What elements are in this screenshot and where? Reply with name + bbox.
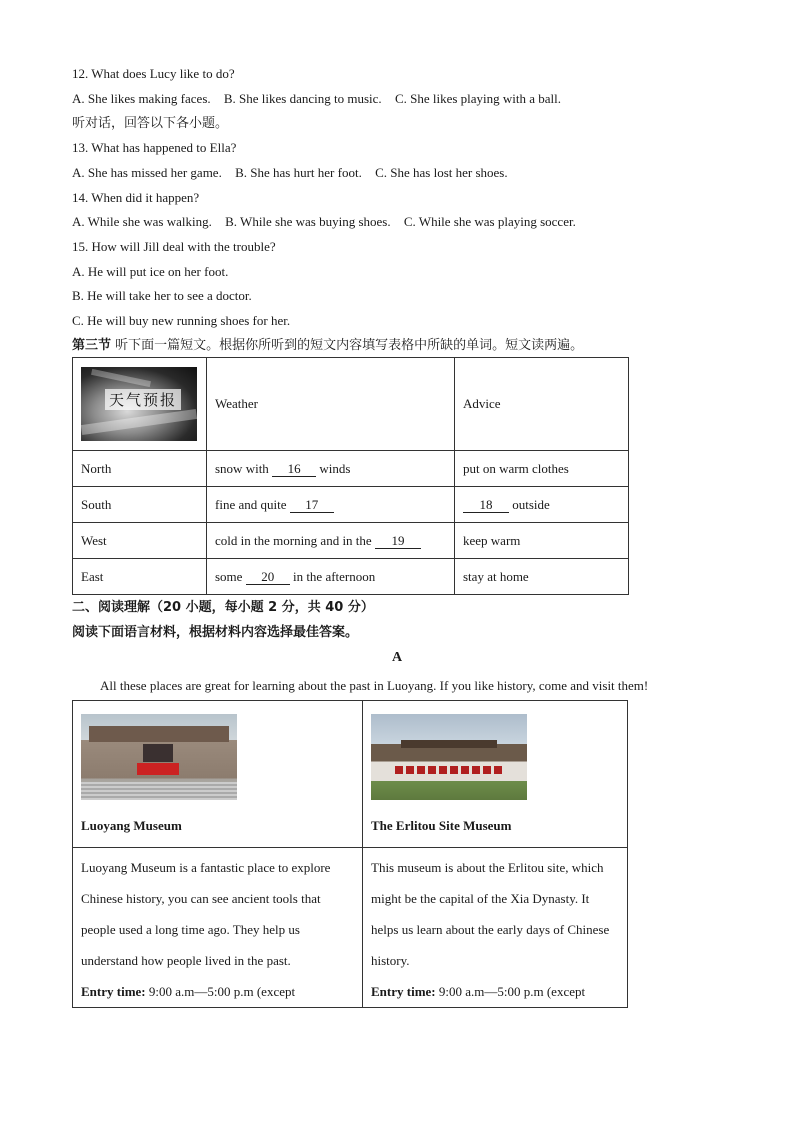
museum-card-luoyang <box>73 701 363 848</box>
q14-options <box>72 214 586 230</box>
q13-options <box>72 165 518 181</box>
q12-option-b[interactable]: B. She likes dancing to music. <box>223 91 382 106</box>
blank-19[interactable]: 19 <box>375 534 421 549</box>
q12-stem: 12. What does Lucy like to do? <box>72 66 235 81</box>
passage-label: A <box>391 650 403 665</box>
region-cell: South <box>73 487 207 523</box>
blank-16[interactable]: 16 <box>272 462 316 477</box>
advice-cell: stay at home <box>455 559 629 595</box>
q13-stem: 13. What has happened to Ella? <box>72 140 237 155</box>
museum-description: Luoyang Museum is a fantastic place to explore Chinese history, you can see ancient tools that people used a long time ago. They help us understand how people lived in the past. Entry time: 9:00 a.m—5:00 p.m (except <box>81 860 331 999</box>
museum-description-cell <box>73 848 363 1008</box>
section3-label: 第三节 <box>72 338 112 353</box>
weather-cell: some 20 in the afternoon <box>207 559 455 595</box>
museum-description-cell <box>363 848 628 1008</box>
q13-option-a[interactable]: A. She has missed her game. <box>72 165 222 180</box>
section3-instruction <box>72 338 583 354</box>
museum-description: This museum is about the Erlitou site, which might be the capital of the Xia Dynasty. It helps us learn about the early days of Chinese history. Entry time: 9:00 a.m—5:00 p.m (except <box>371 860 610 999</box>
region-cell: North <box>73 451 207 487</box>
entry-time-label: Entry time: <box>81 984 146 999</box>
entry-time-value: 9:00 a.m—5:00 p.m (except <box>145 984 296 999</box>
blank-20[interactable]: 20 <box>246 570 290 585</box>
forecast-image-cell <box>73 358 207 451</box>
q15-stem: 15. How will Jill deal with the trouble? <box>72 239 276 254</box>
table-row <box>73 451 629 487</box>
blank-17[interactable]: 17 <box>290 498 334 513</box>
q13-option-c[interactable]: C. She has lost her shoes. <box>375 165 508 180</box>
museum-card-erlitou <box>363 701 628 848</box>
museum-name: Luoyang Museum <box>81 818 182 833</box>
weather-cell: snow with 16 winds <box>207 451 455 487</box>
q15-option-b[interactable]: B. He will take her to see a doctor. <box>72 288 252 303</box>
blank-18[interactable]: 18 <box>463 498 509 513</box>
header-weather: Weather <box>207 358 455 451</box>
advice-cell: 18 outside <box>455 487 629 523</box>
weather-cell: cold in the morning and in the 19 <box>207 523 455 559</box>
q13-option-b[interactable]: B. She has hurt her foot. <box>235 165 362 180</box>
erlitou-museum-photo <box>371 714 527 800</box>
q15-option-a[interactable]: A. He will put ice on her foot. <box>72 264 229 279</box>
header-advice: Advice <box>455 358 629 451</box>
table-row <box>73 487 629 523</box>
entry-time-label: Entry time: <box>371 984 436 999</box>
q14-option-b[interactable]: B. While she was buying shoes. <box>225 214 391 229</box>
region-cell: East <box>73 559 207 595</box>
q14-option-c[interactable]: C. While she was playing soccer. <box>403 214 576 229</box>
passage-intro: All these places are great for learning about the past in Luoyang. If you like history, come and visit them! <box>100 678 649 693</box>
museum-name: The Erlitou Site Museum <box>371 818 512 833</box>
luoyang-museum-photo <box>81 714 237 800</box>
entry-time-value: 9:00 a.m—5:00 p.m (except <box>435 984 586 999</box>
q14-stem: 14. When did it happen? <box>72 190 200 205</box>
weather-table <box>72 357 629 595</box>
q12-option-a[interactable]: A. She likes making faces. <box>72 91 211 106</box>
weather-forecast-image <box>81 367 197 441</box>
weather-cell: fine and quite 17 <box>207 487 455 523</box>
dialog-instruction: 听对话，回答以下各小题。 <box>72 116 229 131</box>
section3-text: 听下面一篇短文。根据你所听到的短文内容填写表格中所缺的单词。短文读两遍。 <box>111 338 584 353</box>
reading-heading: 二、阅读理解（20 小题，每小题 2 分，共 40 分） <box>72 600 374 615</box>
region-cell: West <box>73 523 207 559</box>
forecast-image-caption: 天气预报 <box>105 389 181 410</box>
table-row <box>73 559 629 595</box>
table-row <box>73 523 629 559</box>
reading-instruction: 阅读下面语言材料，根据材料内容选择最佳答案。 <box>72 625 359 640</box>
advice-cell: put on warm clothes <box>455 451 629 487</box>
q12-option-c[interactable]: C. She likes playing with a ball. <box>394 91 562 106</box>
q12-options <box>72 91 571 107</box>
advice-cell: keep warm <box>455 523 629 559</box>
museum-table <box>72 700 628 1008</box>
q15-option-c[interactable]: C. He will buy new running shoes for her. <box>72 313 291 328</box>
q14-option-a[interactable]: A. While she was walking. <box>72 214 212 229</box>
